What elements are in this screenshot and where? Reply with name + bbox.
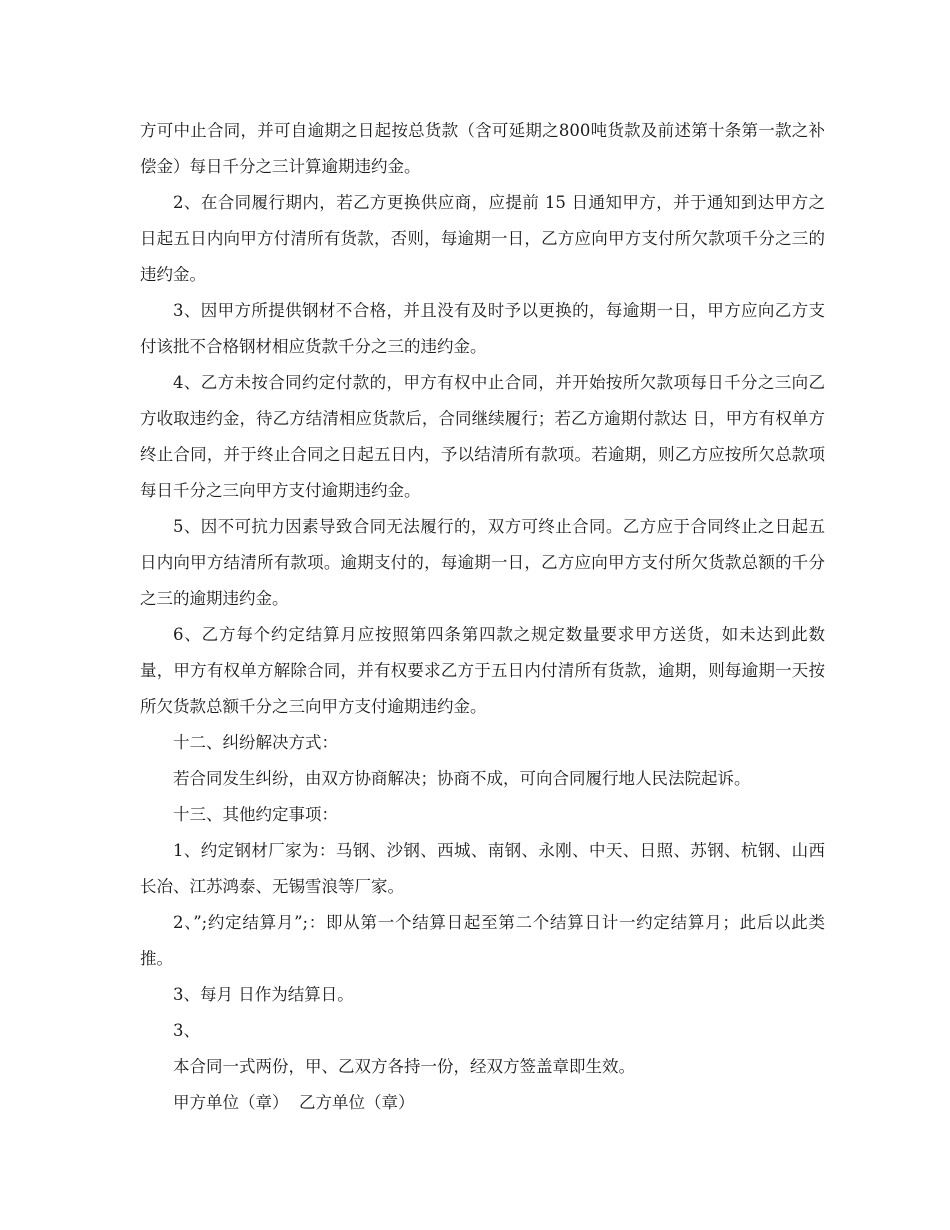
paragraph-clause-5: 5、因不可抗力因素导致合同无法履行的，双方可终止合同。乙方应于合同终止之日起五日内向甲方结清所有款项。逾期支付的，每逾期一日，乙方应向甲方支付所欠货款总额的千分之三的逾期违约金。	[140, 517, 825, 608]
paragraph-other-2: 2、”;约定结算月”;：即从第一个结算日起至第二个结算日计一约定结算月；此后以此类推。	[140, 913, 825, 968]
paragraph-clause-4: 4、乙方未按合同约定付款的，甲方有权中止合同，并开始按所欠款项每日千分之三向乙方收取违约金，待乙方结清相应货款后，合同继续履行；若乙方逾期付款达 日，甲方有权单方终止合同，并于终止合同之日起五日内，予以结清所有款项。若逾期，则乙方应按所欠总款项每日千分之三向甲方支付逾期违约金。	[140, 373, 825, 500]
paragraph-continuation: 方可中止合同，并可自逾期之日起按总货款（含可延期之800吨货款及前述第十条第一款之补偿金）每日千分之三计算逾期违约金。	[140, 121, 825, 176]
paragraph-clause-3: 3、因甲方所提供钢材不合格，并且没有及时予以更换的，每逾期一日，甲方应向乙方支付该批不合格钢材相应货款千分之三的违约金。	[140, 301, 825, 356]
section-heading-other: 十三、其他约定事项：	[173, 805, 338, 824]
paragraph-clause-6: 6、乙方每个约定结算月应按照第四条第四款之规定数量要求甲方送货，如未达到此数量，甲方有权单方解除合同，并有权要求乙方于五日内付清所有货款，逾期，则每逾期一天按所欠货款总额千分之三向甲方支付逾期违约金。	[140, 625, 825, 716]
paragraph-other-1: 1、约定钢材厂家为：马钢、沙钢、西城、南钢、永刚、中天、日照、苏钢、杭钢、山西长冶、江苏鸿泰、无锡雪浪等厂家。	[140, 841, 825, 896]
paragraph-other-3b: 3、	[173, 1021, 200, 1040]
document-body	[140, 113, 825, 1121]
paragraph-other-3: 3、每月 日作为结算日。	[173, 985, 354, 1004]
signature-line: 甲方单位（章） 乙方单位（章）	[173, 1093, 415, 1112]
paragraph-copies: 本合同一式两份，甲、乙双方各持一份，经双方签盖章即生效。	[173, 1057, 635, 1076]
paragraph-clause-2: 2、在合同履行期内，若乙方更换供应商，应提前 15 日通知甲方，并于通知到达甲方之日起五日内向甲方付清所有货款，否则，每逾期一日，乙方应向甲方支付所欠款项千分之三的违约金。	[140, 193, 825, 284]
section-heading-dispute: 十二、纠纷解决方式：	[173, 733, 338, 752]
paragraph-dispute: 若合同发生纠纷，由双方协商解决；协商不成，可向合同履行地人民法院起诉。	[173, 769, 751, 788]
